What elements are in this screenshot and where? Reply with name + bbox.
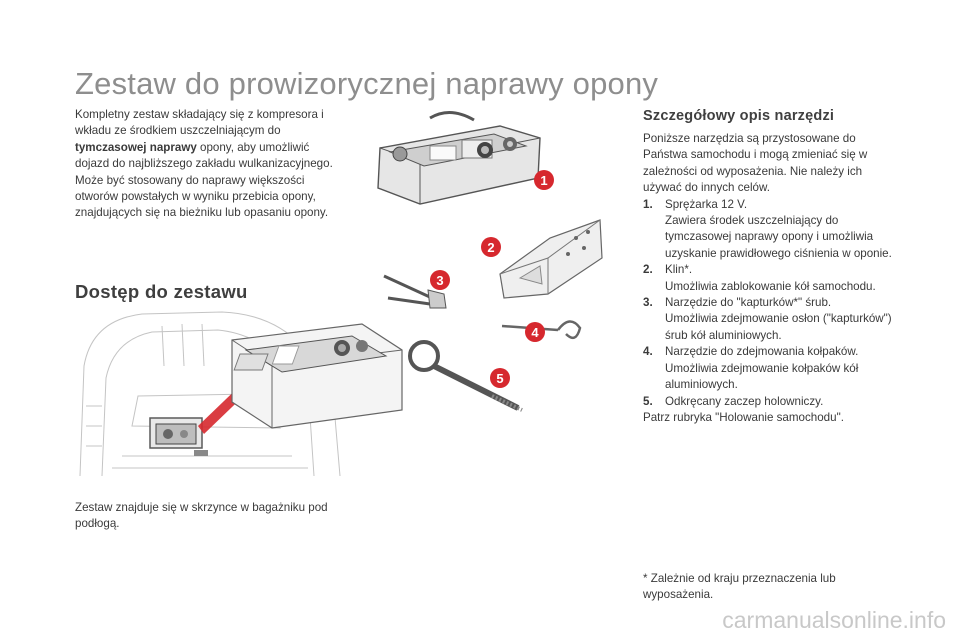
callout-3 bbox=[430, 270, 450, 290]
callout-2-label: 2 bbox=[487, 240, 495, 255]
tools-list bbox=[643, 197, 903, 410]
page-title: Zestaw do prowizorycznej naprawy opony bbox=[75, 66, 659, 101]
callout-3-label: 3 bbox=[436, 273, 444, 288]
intro-text-1: Kompletny zestaw składający się z kompresora i wkładu ze środkiem uszczelniającym do bbox=[75, 108, 324, 138]
list-item: 5. Odkręcany zaczep holowniczy. bbox=[643, 394, 824, 408]
details-intro: Poniższe narzędzia są przystosowane do Państwa samochodu i mogą zmieniać się w zależności od wyposażenia. Nie należy ich używać do innych celów. bbox=[643, 132, 868, 195]
list-item: 3. Narzędzie do "kapturków*" śrub. Umożliwia zdejmowanie osłon ("kapturków") śrub kół aluminiowych. bbox=[643, 296, 892, 342]
list-item: 1. Sprężarka 12 V. Zawiera środek uszczelniający do tymczasowej naprawy opony i umożliwia uzyskanie prawidłowego ciśnienia w oponie. bbox=[643, 197, 892, 260]
callout-5 bbox=[490, 368, 510, 388]
compressor-kit-drawing bbox=[378, 112, 540, 204]
callout-1 bbox=[534, 170, 554, 190]
intro-paragraph bbox=[75, 107, 345, 222]
details-body bbox=[643, 131, 903, 426]
wheel-chock-drawing bbox=[500, 220, 602, 298]
details-heading: Szczegółowy opis narzędzi bbox=[643, 108, 835, 124]
callout-4-label: 4 bbox=[531, 325, 539, 340]
callout-1-label: 1 bbox=[540, 173, 548, 188]
intro-text-2: opony, aby umożliwić dojazd do najbliższego zakładu wulkanizacyjnego. bbox=[75, 140, 333, 171]
watermark: carmanualsonline.info bbox=[722, 607, 946, 633]
tools-illustration bbox=[370, 108, 640, 420]
callout-5-label: 5 bbox=[496, 371, 504, 386]
footnote: * Zależnie od kraju przeznaczenia lub wyposażenia. bbox=[643, 572, 836, 602]
access-heading: Dostęp do zestawu bbox=[75, 281, 248, 302]
callout-2 bbox=[481, 237, 501, 257]
list-item: 2. Klin*. Umożliwia zablokowanie kół samochodu. bbox=[643, 263, 876, 293]
see-also: Patrz rubryka "Holowanie samochodu". bbox=[643, 410, 844, 424]
trunk-illustration bbox=[72, 306, 412, 486]
intro-bold: tymczasowej naprawy bbox=[75, 140, 197, 154]
callout-4 bbox=[525, 322, 545, 342]
access-text: Zestaw znajduje się w skrzynce w bagażniku pod podłogą. bbox=[75, 501, 328, 531]
list-item: 4. Narzędzie do zdejmowania kołpaków. Umożliwia zdejmowanie kołpaków kół aluminiowych. bbox=[643, 345, 859, 392]
intro-text-3: Może być stosowany do naprawy większości otworów powstałych w wyniku przebicia opony, znajdujących się na bieżniku lub opasaniu opony. bbox=[75, 173, 329, 220]
